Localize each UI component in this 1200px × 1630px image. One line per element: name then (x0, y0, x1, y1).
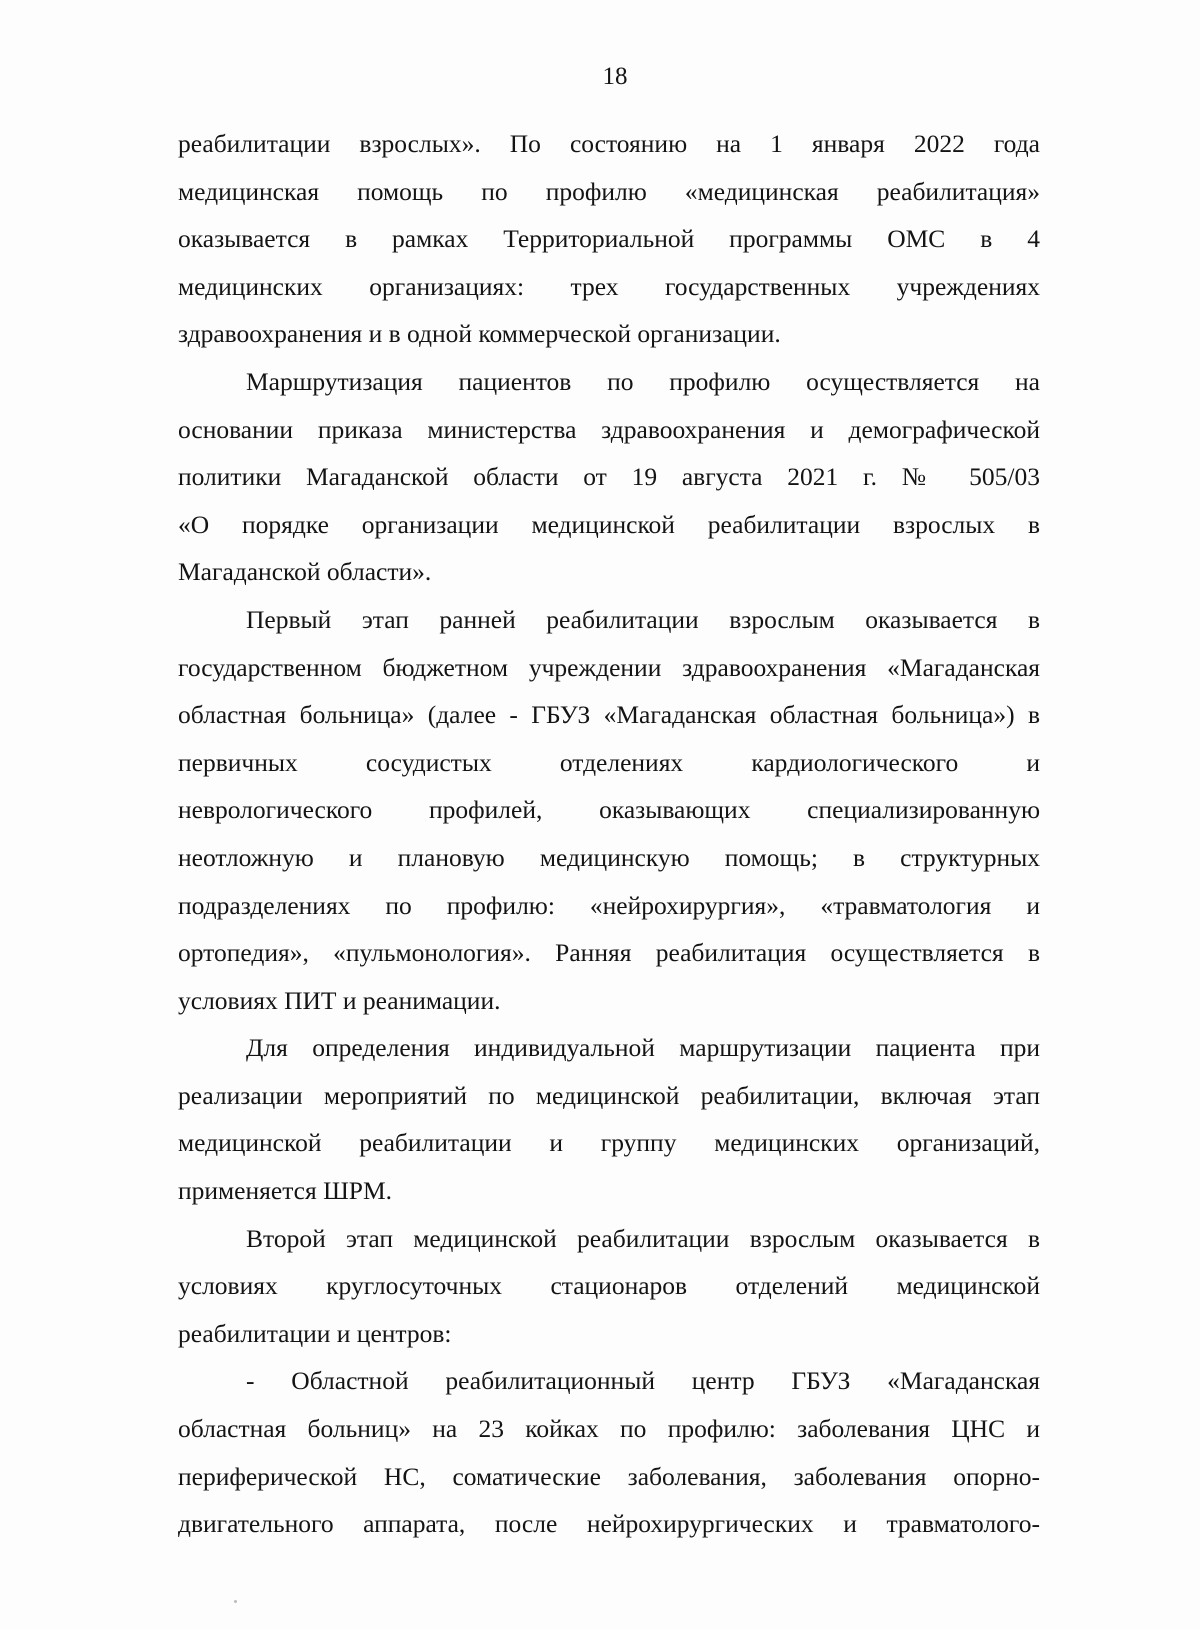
text-line: ортопедия», «пульмонология». Ранняя реабилитация осуществляется в (178, 938, 1040, 968)
text-line: неотложную и плановую медицинскую помощь; в структурных (178, 842, 1040, 872)
text-line: областная больница» (далее - ГБУЗ «Магаданская областная больница») в (178, 700, 1040, 730)
text-line: применяется ШРМ. (178, 1176, 393, 1206)
text-line: реабилитации и центров: (178, 1318, 452, 1348)
text-line: Для определения индивидуальной маршрутизации пациента при (246, 1033, 1040, 1063)
paragraph-6 (178, 1357, 1040, 1547)
text-line: условиях круглосуточных стационаров отделений медицинской (178, 1271, 1040, 1301)
text-line: Первый этап ранней реабилитации взрослым оказывается в (246, 604, 1040, 634)
text-line: неврологического профилей, оказывающих специализированную (178, 795, 1040, 825)
text-line: областная больниц» на 23 койках по профилю: заболевания ЦНС и (178, 1414, 1040, 1444)
text-line: медицинская помощь по профилю «медицинская реабилитация» (178, 176, 1040, 206)
text-line: первичных сосудистых отделениях кардиологического и (178, 747, 1040, 777)
paragraph-4 (178, 1024, 1040, 1214)
text-line: политики Магаданской области от 19 августа 2021 г. № 505/03 (178, 462, 1040, 492)
paragraph-5 (178, 1215, 1040, 1358)
text-line: - Областной реабилитационный центр ГБУЗ «Магаданская (246, 1366, 1040, 1396)
text-line: Магаданской области». (178, 557, 432, 587)
text-line: периферической НС, соматические заболевания, заболевания опорно- (178, 1461, 1040, 1491)
text-line: «О порядке организации медицинской реабилитации взрослых в (178, 509, 1040, 539)
page-number: 18 (602, 63, 628, 90)
text-line: условиях ПИТ и реанимации. (178, 985, 501, 1015)
document-body (178, 120, 1040, 1548)
text-line: государственном бюджетном учреждении здравоохранения «Магаданская (178, 652, 1040, 682)
text-line: реабилитации взрослых». По состоянию на 1 января 2022 года (178, 129, 1040, 158)
text-line: оказывается в рамках Территориальной программы ОМС в 4 (178, 224, 1040, 254)
text-line: Второй этап медицинской реабилитации взрослым оказывается в (246, 1223, 1040, 1253)
paragraph-3 (178, 596, 1040, 1024)
paragraph-1 (178, 120, 1040, 358)
paragraph-2 (178, 358, 1040, 596)
scan-speck (234, 1600, 237, 1603)
text-line: двигательного аппарата, после нейрохирургических и травматолого- (178, 1509, 1040, 1539)
text-line: подразделениях по профилю: «нейрохирургия», «травматология и (178, 890, 1040, 920)
text-line: реализации мероприятий по медицинской реабилитации, включая этап (178, 1080, 1040, 1110)
text-line: медицинских организациях: трех государственных учреждениях (178, 271, 1040, 301)
text-line: здравоохранения и в одной коммерческой организации. (178, 319, 781, 349)
text-line: медицинской реабилитации и группу медицинских организаций, (178, 1128, 1040, 1158)
text-line: Маршрутизация пациентов по профилю осуществляется на (246, 366, 1040, 396)
text-line: основании приказа министерства здравоохранения и демографической (178, 414, 1040, 444)
